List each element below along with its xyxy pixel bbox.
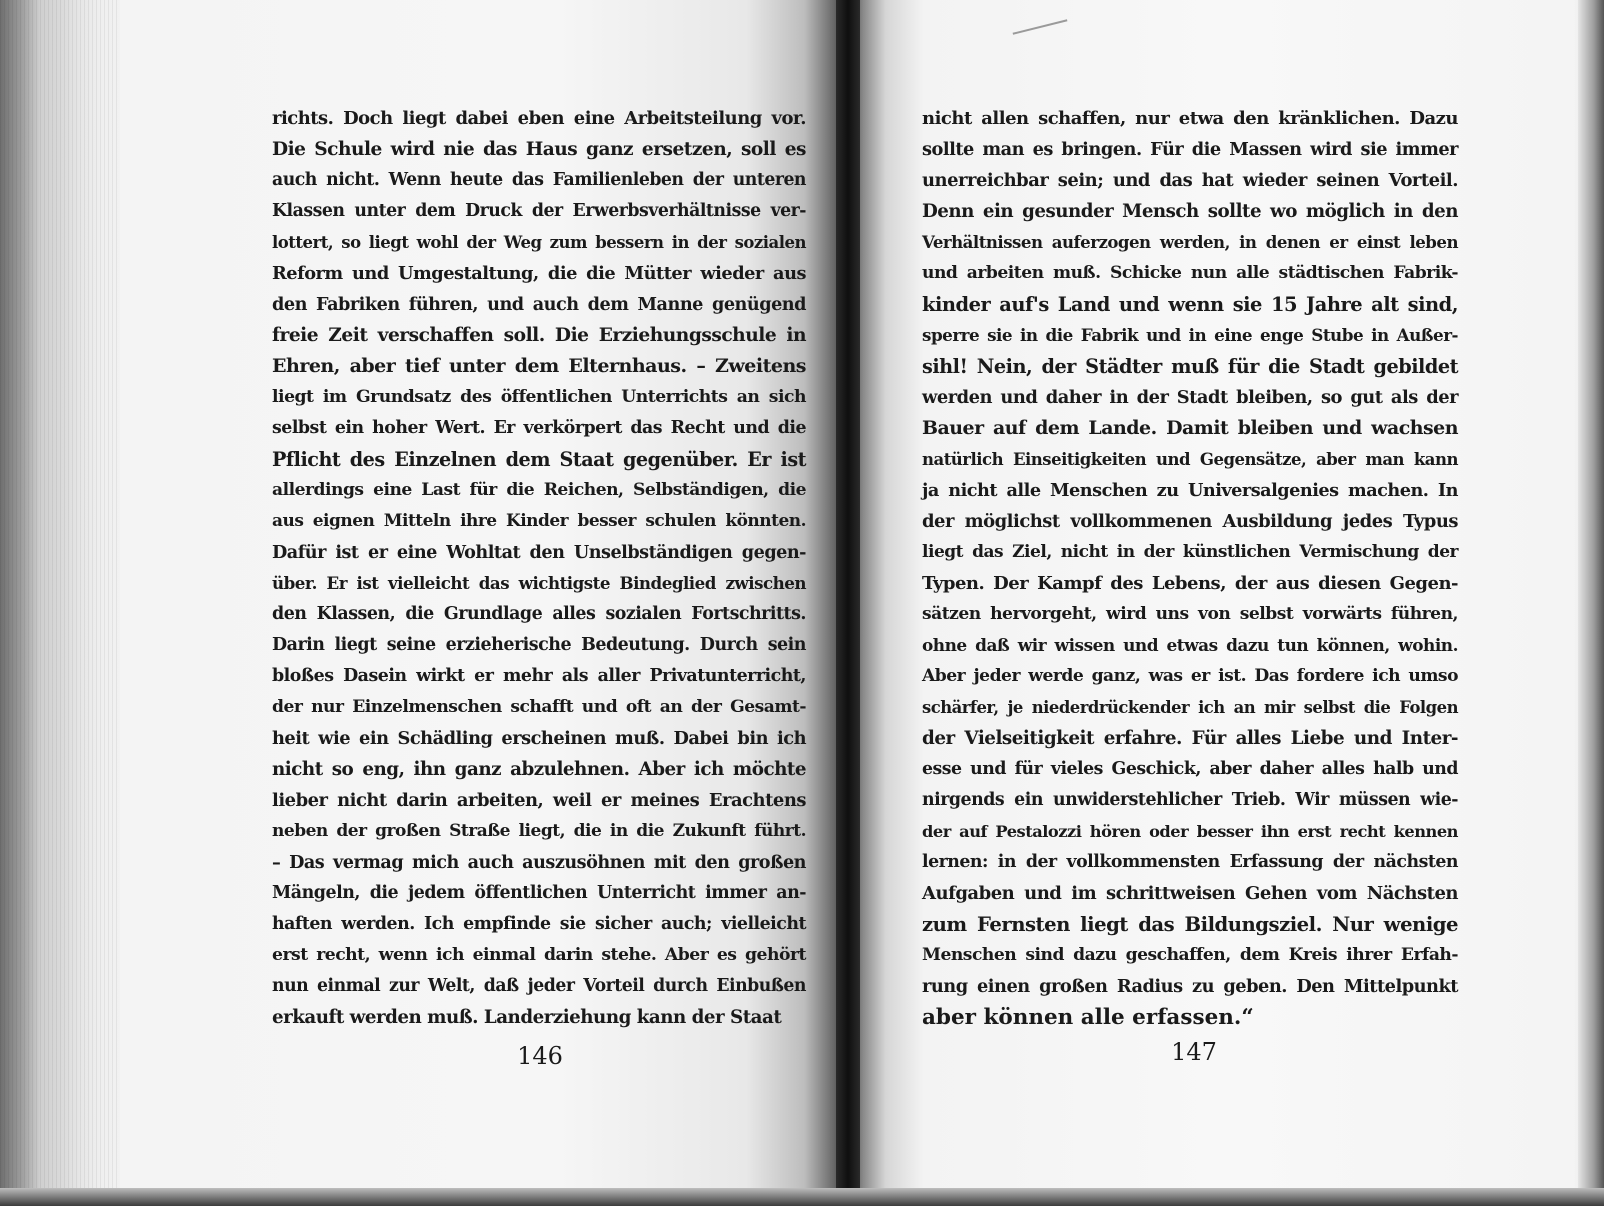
text-line: zum Fernsten liegt das Bildungsziel. Nur wenige [922, 913, 1458, 936]
text-line: esse und für vieles Geschick, aber daher alles halb und [922, 759, 1458, 779]
text-line: der nur Einzelmenschen schafft und oft an der Gesamt- [272, 697, 806, 717]
text-line: Typen. Der Kampf des Lebens, der aus diesen Gegen- [922, 573, 1458, 594]
text-line: Aber jeder werde ganz, was er ist. Das fordere ich umso [922, 666, 1458, 686]
text-line: sperre sie in die Fabrik und in eine enge Stube in Außer- [922, 325, 1458, 345]
text-line: Reform und Umgestaltung, die die Mütter wieder aus [272, 263, 806, 284]
text-line: der Vielseitigkeit erfahre. Für alles Liebe und Inter- [922, 728, 1458, 749]
text-line: Menschen sind dazu geschaffen, dem Kreis ihrer Erfah- [922, 945, 1458, 965]
text-line: nicht so eng, ihn ganz abzulehnen. Aber ich möchte [272, 759, 806, 780]
text-line: Verhältnissen auferzogen werden, in denen er einst leben [922, 232, 1458, 252]
text-line: natürlich Einseitigkeiten und Gegensätze, aber man kann [922, 449, 1458, 469]
text-line: heit wie ein Schädling erscheinen muß. Dabei bin ich [272, 728, 806, 749]
text-line: und arbeiten muß. Schicke nun alle städtischen Fabrik- [922, 263, 1458, 283]
text-line: kinder auf's Land und wenn sie 15 Jahre alt sind, [922, 293, 1458, 316]
text-line: – Das vermag mich auch auszusöhnen mit den großen [272, 852, 806, 873]
text-line: aber können alle erfassen.“ [922, 1005, 1254, 1030]
text-line: selbst ein hoher Wert. Er verkörpert das Recht und die [272, 418, 806, 438]
text-line: der möglichst vollkommenen Ausbildung jedes Typus [922, 511, 1458, 532]
text-line: Pflicht des Einzelnen dem Staat gegenüber. Er ist [272, 448, 806, 471]
page-edge-lines [0, 0, 130, 1206]
text-line: ohne daß wir wissen und etwas dazu tun können, wohin. [922, 635, 1458, 655]
text-line: ja nicht alle Menschen zu Universalgenies machen. In [922, 480, 1458, 501]
text-line: erkauft werden muß. Landerziehung kann der Staat [272, 1007, 782, 1028]
text-line: rung einen großen Radius zu geben. Den Mittelpunkt [922, 976, 1458, 997]
text-line: nirgends ein unwiderstehlicher Trieb. Wir müssen wie- [922, 790, 1458, 810]
text-line: Ehren, aber tief unter dem Elternhaus. – Zweitens [272, 355, 806, 377]
text-line: Aufgaben und im schrittweisen Gehen vom Nächsten [922, 883, 1458, 904]
text-line: bloßes Dasein wirkt er mehr als aller Privatunterricht, [272, 666, 806, 686]
text-line: Mängeln, die jedem öffentlichen Unterricht immer an- [272, 883, 806, 903]
text-line: nicht allen schaffen, nur etwa den kränklichen. Dazu [922, 108, 1458, 129]
text-line: lottert, so liegt wohl der Weg zum bessern in der sozialen [272, 232, 806, 252]
page-number-right: 147 [1171, 1038, 1217, 1066]
text-line: Die Schule wird nie das Haus ganz ersetzen, soll es [272, 139, 806, 160]
page-number-left: 146 [517, 1042, 563, 1070]
text-line: der auf Pestalozzi hören oder besser ihn erst recht kennen [922, 822, 1458, 841]
text-line: Darin liegt seine erzieherische Bedeutung. Durch sein [272, 635, 806, 655]
text-line: freie Zeit verschaffen soll. Die Erziehungsschule in [272, 325, 806, 346]
text-line: sihl! Nein, der Städter muß für die Stadt gebildet [922, 355, 1458, 378]
text-line: lieber nicht darin arbeiten, weil er meines Erachtens [272, 790, 806, 811]
text-line: nun einmal zur Welt, daß jeder Vorteil durch Einbußen [272, 976, 806, 996]
text-line: schärfer, je niederdrückender ich an mir selbst die Folgen [922, 698, 1458, 717]
text-line: den Klassen, die Grundlage alles sozialen Fortschritts. [272, 604, 806, 624]
text-line: Klassen unter dem Druck der Erwerbsverhältnisse ver- [272, 201, 806, 221]
book-gutter [836, 0, 860, 1206]
text-line: lernen: in der vollkommensten Erfassung der nächsten [922, 852, 1458, 872]
text-line: Bauer auf dem Lande. Damit bleiben und wachsen [922, 417, 1458, 439]
text-line: liegt das Ziel, nicht in der künstlichen Vermischung der [922, 542, 1458, 562]
left-page-text [272, 103, 806, 1033]
text-line: sollte man es bringen. Für die Massen wird sie immer [922, 139, 1458, 160]
text-line: werden und daher in der Stadt bleiben, so gut als der [922, 387, 1458, 408]
right-page-edge [1578, 0, 1604, 1206]
text-line: erst recht, wenn ich einmal darin stehe. Aber es gehört [272, 945, 806, 965]
text-line: den Fabriken führen, und auch dem Manne genügend [272, 294, 806, 315]
text-line: haften werden. Ich empfinde sie sicher auch; vielleicht [272, 914, 806, 934]
text-line: Dafür ist er eine Wohltat den Unselbständigen gegen- [272, 542, 806, 563]
text-line: Denn ein gesunder Mensch sollte wo möglich in den [922, 201, 1458, 222]
text-line: allerdings eine Last für die Reichen, Selbständigen, die [272, 480, 806, 500]
text-line: richts. Doch liegt dabei eben eine Arbeitsteilung vor. [272, 108, 806, 129]
text-line: liegt im Grundsatz des öffentlichen Unterrichts an sich [272, 387, 806, 407]
text-line: aus eignen Mitteln ihre Kinder besser schulen könnten. [272, 511, 806, 531]
text-line: unerreichbar sein; und das hat wieder seinen Vorteil. [922, 170, 1458, 191]
text-line: über. Er ist vielleicht das wichtigste Bindeglied zwischen [272, 573, 806, 593]
bottom-shadow [0, 1188, 1604, 1206]
text-line: auch nicht. Wenn heute das Familienleben der unteren [272, 170, 806, 190]
text-line: neben der großen Straße liegt, die in die Zukunft führt. [272, 821, 806, 841]
right-page-text [922, 103, 1458, 1033]
text-line: sätzen hervorgeht, wird uns von selbst vorwärts führen, [922, 604, 1458, 624]
